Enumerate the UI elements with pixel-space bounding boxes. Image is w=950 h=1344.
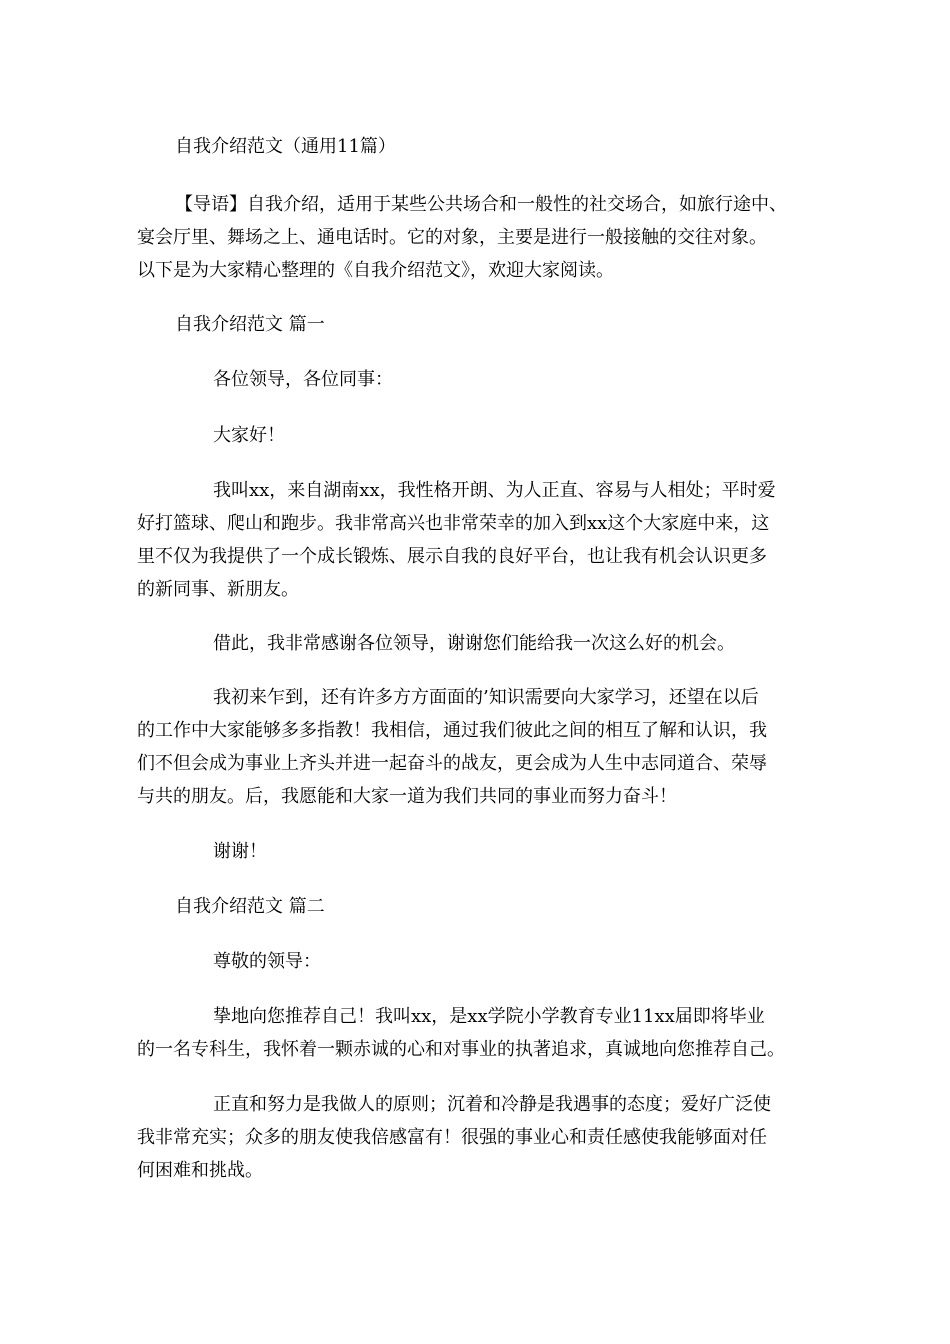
section-1-para3-line-1: 我初来乍到，还有许多方方面面的’知识需要向大家学习，还望在以后: [213, 687, 759, 708]
section-2-salutation: 尊敬的领导：: [213, 951, 321, 972]
section-1-para3-line-4: 与共的朋友。后，我愿能和大家一道为我们共同的事业而努力奋斗！: [137, 786, 677, 807]
intro-line-1: 【导语】自我介绍，适用于某些公共场合和一般性的社交场合，如旅行途中、: [175, 194, 787, 215]
intro-line-3: 以下是为大家精心整理的《自我介绍范文》，欢迎大家阅读。: [137, 260, 614, 281]
section-1-para1-line-1: 我叫xx，来自湖南xx，我性格开朗、为人正直、容易与人相处；平时爱: [213, 480, 776, 501]
section-2-para2-line-3: 何困难和挑战。: [137, 1160, 263, 1181]
section-2-heading: 自我介绍范文 篇二: [175, 896, 325, 917]
section-1-closing: 谢谢！: [213, 841, 267, 862]
section-1-para2: 借此，我非常感谢各位领导，谢谢您们能给我一次这么好的机会。: [213, 633, 735, 654]
section-2-para1-line-1: 挚地向您推荐自己！我叫xx，是xx学院小学教育专业11xx届即将毕业: [213, 1006, 765, 1027]
section-1-greeting: 大家好！: [213, 425, 285, 446]
section-1-para3-line-2: 的工作中大家能够多多指教！我相信，通过我们彼此之间的相互了解和认识，我: [137, 720, 767, 741]
section-2-para2-line-2: 我非常充实；众多的朋友使我倍感富有！很强的事业心和责任感使我能够面对任: [137, 1127, 767, 1148]
section-1-salutation: 各位领导，各位同事：: [213, 369, 393, 390]
section-2-para2-line-1: 正直和努力是我做人的原则；沉着和冷静是我遇事的态度；爱好广泛使: [213, 1094, 771, 1115]
section-1-heading: 自我介绍范文 篇一: [175, 314, 325, 335]
document-title: 自我介绍范文（通用11篇）: [175, 136, 396, 157]
section-2-para1-line-2: 的一名专科生，我怀着一颗赤诚的心和对事业的执著追求，真诚地向您推荐自己。: [137, 1039, 785, 1060]
section-1-para1-line-3: 里不仅为我提供了一个成长锻炼、展示自我的良好平台，也让我有机会认识更多: [137, 546, 767, 567]
section-1-para3-line-3: 们不但会成为事业上齐头并进一起奋斗的战友，更会成为人生中志同道合、荣辱: [137, 753, 767, 774]
intro-line-2: 宴会厅里、舞场之上、通电话时。它的对象，主要是进行一般接触的交往对象。: [137, 227, 767, 248]
section-1-para1-line-2: 好打篮球、爬山和跑步。我非常高兴也非常荣幸的加入到xx这个大家庭中来，这: [137, 513, 770, 534]
section-1-para1-line-4: 的新同事、新朋友。: [137, 579, 299, 600]
